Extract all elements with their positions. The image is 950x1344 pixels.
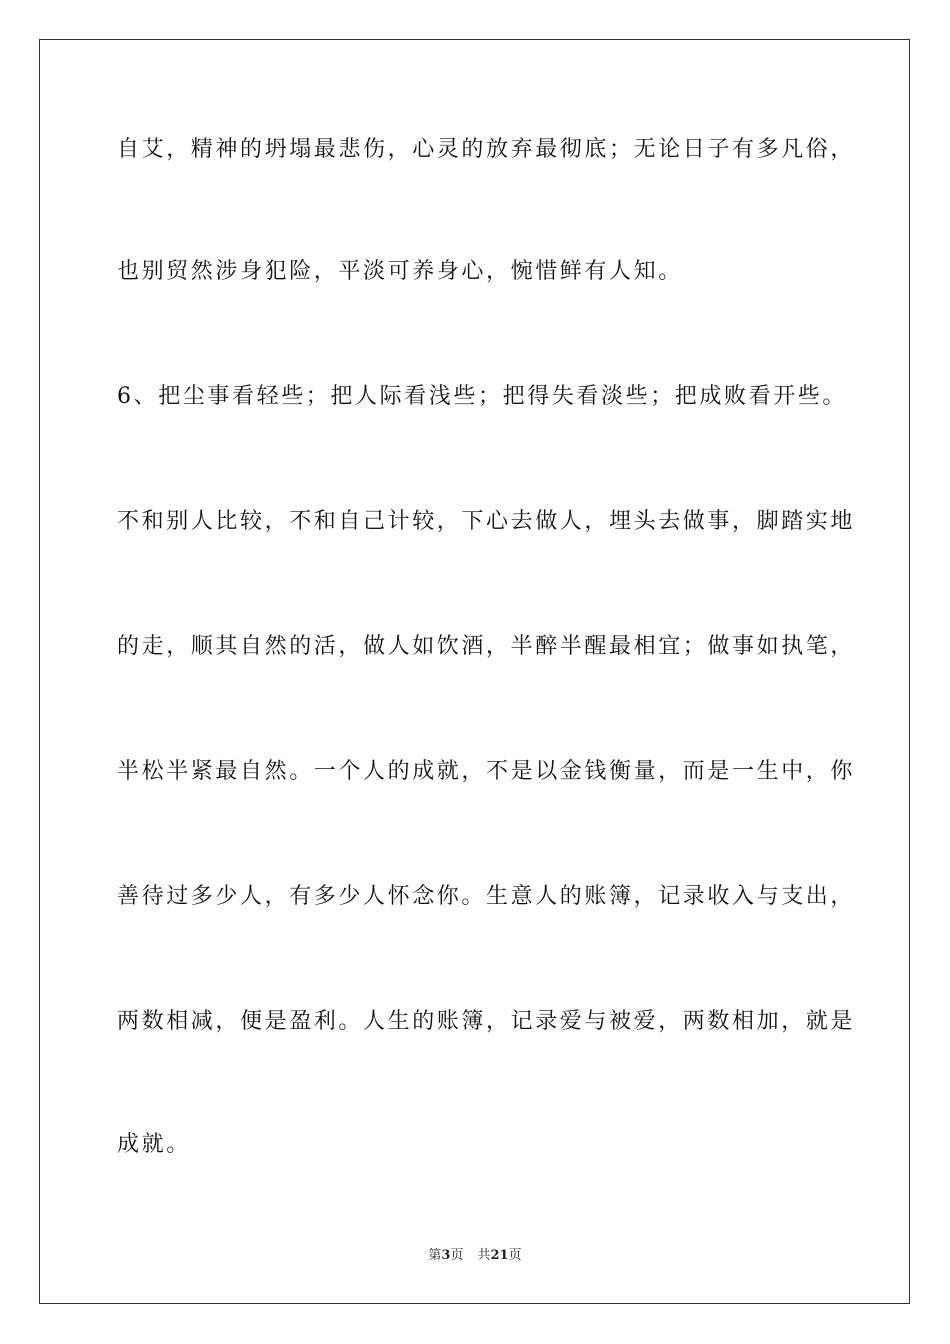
total-pages: 21 <box>490 1248 509 1263</box>
text-line-8: 两数相减，便是盈利。人生的账簿，记录爱与被爱，两数相加，就是 <box>117 1009 856 1034</box>
text-line-6: 半松半紧最自然。一个人的成就，不是以金钱衡量，而是一生中，你 <box>117 759 856 784</box>
text-line-4: 不和别人比较，不和自己计较，下心去做人，埋头去做事，脚踏实地 <box>117 509 856 534</box>
text-line-5: 的走，顺其自然的活，做人如饮酒，半醉半醒最相宜；做事如执笔， <box>117 634 856 659</box>
page-prefix: 第 <box>428 1248 442 1263</box>
page-number: 3 <box>441 1248 451 1263</box>
text-line-9: 成就。 <box>117 1132 191 1157</box>
text-line-2: 也别贸然涉身犯险，平淡可养身心，惋惜鲜有人知。 <box>117 259 683 284</box>
total-prefix: 共 <box>477 1248 491 1263</box>
text-line-1: 自艾，精神的坍塌最悲伤，心灵的放弃最彻底；无论日子有多凡俗， <box>117 137 856 162</box>
page-suffix: 页 <box>450 1248 464 1263</box>
page-border <box>39 39 910 1304</box>
total-suffix: 页 <box>508 1248 522 1263</box>
page-footer <box>0 1246 950 1266</box>
text-line-3: 6、把尘事看轻些；把人际看浅些；把得失看淡些；把成败看开些。 <box>117 384 847 409</box>
text-line-7: 善待过多少人，有多少人怀念你。生意人的账簿，记录收入与支出， <box>117 884 856 909</box>
